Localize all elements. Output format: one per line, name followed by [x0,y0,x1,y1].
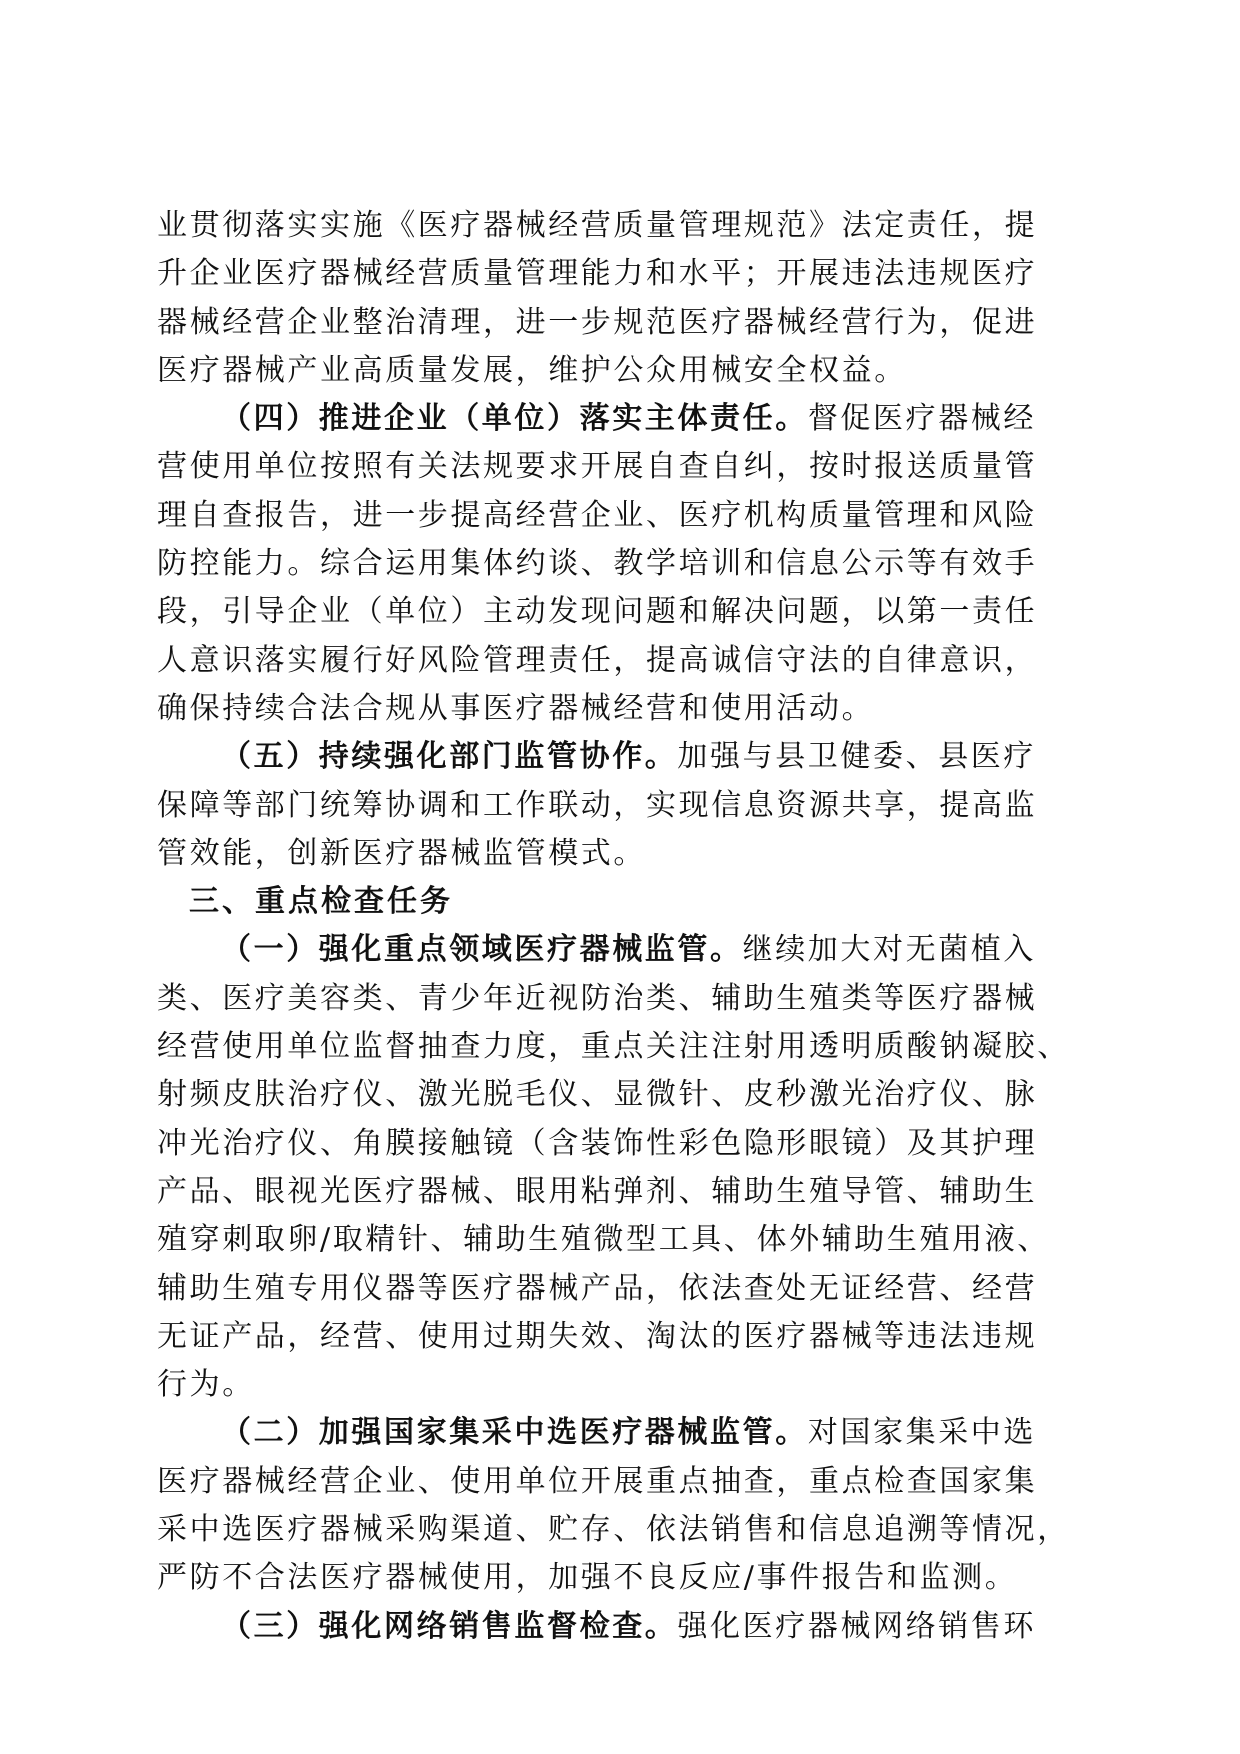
text-line [157,395,1097,443]
text-line: 类、医疗美容类、青少年近视防治类、辅助生殖类等医疗器械 [157,980,1038,1016]
paragraph-lead: （一）强化重点领域医疗器械监管。 [221,932,743,968]
text-line: 器械经营企业整治清理，进一步规范医疗器械经营行为，促进 [157,304,1038,340]
text-line: 升企业医疗器械经营质量管理能力和水平；开展违法违规医疗 [157,256,1038,292]
text-line: 行为。 [157,1367,255,1403]
text-line: 严防不合法医疗器械使用，加强不良反应/事件报告和监测。 [157,1560,1018,1596]
text-line [157,1603,1097,1651]
paragraph-task-2 [157,1409,1097,1602]
text-line: 产品、眼视光医疗器械、眼用粘弹剂、辅助生殖导管、辅助生 [157,1173,1038,1209]
text-line: 辅助生殖专用仪器等医疗器械产品，依法查处无证经营、经营 [157,1270,1038,1306]
text-line: 保障等部门统筹协调和工作联动，实现信息资源共享，提高监 [157,787,1038,823]
text-line: 业贯彻落实实施《医疗器械经营质量管理规范》法定责任，提 [157,208,1038,243]
paragraph-first-line-text: 加强与县卫健委、县医疗 [677,739,1037,775]
text-line: 防控能力。综合运用集体约谈、教学培训和信息公示等有效手 [157,546,1038,582]
paragraph-task-1 [157,926,1097,1409]
paragraph-first-line-text: 督促医疗器械经 [807,401,1037,437]
paragraph-first-line-text: 继续加大对无菌植入 [742,932,1037,968]
paragraph-continuation [157,202,1097,395]
text-line: 营使用单位按照有关法规要求开展自查自纠，按时报送质量管 [157,449,1038,485]
paragraph-lead: （二）加强国家集采中选医疗器械监管。 [221,1415,808,1451]
text-line: 经营使用单位监督抽查力度，重点关注注射用透明质酸钠凝胶、 [157,1029,1070,1065]
paragraph-lead: （四）推进企业（单位）落实主体责任。 [221,401,808,437]
text-line: 人意识落实履行好风险管理责任，提高诚信守法的自律意识， [157,642,1038,678]
text-line: 射频皮肤治疗仪、激光脱毛仪、显微针、皮秒激光治疗仪、脉 [157,1077,1038,1113]
text-line: 冲光治疗仪、角膜接触镜（含装饰性彩色隐形眼镜）及其护理 [157,1125,1038,1161]
text-line: 确保持续合法合规从事医疗器械经营和使用活动。 [157,690,875,726]
document-body [157,202,1097,1651]
paragraph-lead: （三）强化网络销售监督检查。 [221,1608,678,1644]
text-line: 殖穿刺取卵/取精针、辅助生殖微型工具、体外辅助生殖用液、 [157,1222,1050,1258]
text-line: 段，引导企业（单位）主动发现问题和解决问题，以第一责任 [157,594,1038,630]
text-line: 无证产品，经营、使用过期失效、淘汰的医疗器械等违法违规 [157,1318,1038,1354]
text-line [157,1409,1097,1457]
text-line: 医疗器械产业高质量发展，维护公众用械安全权益。 [157,352,907,388]
text-line: 理自查报告，进一步提高经营企业、医疗机构质量管理和风险 [157,497,1038,533]
paragraph-section-4 [157,395,1097,733]
section-heading: 三、重点检查任务 [189,884,453,920]
paragraph-lead: （五）持续强化部门监管协作。 [221,739,678,775]
text-line [157,926,1097,974]
text-line [157,733,1097,781]
text-line: 管效能，创新医疗器械监管模式。 [157,835,646,871]
text-line: 医疗器械经营企业、使用单位开展重点抽查，重点检查国家集 [157,1463,1038,1499]
paragraph-task-3 [157,1603,1097,1651]
paragraph-first-line-text: 对国家集采中选 [807,1415,1037,1451]
paragraph-first-line-text: 强化医疗器械网络销售环 [677,1608,1037,1644]
paragraph-section-5 [157,733,1097,878]
text-line: 采中选医疗器械采购渠道、贮存、依法销售和信息追溯等情况， [157,1512,1070,1548]
